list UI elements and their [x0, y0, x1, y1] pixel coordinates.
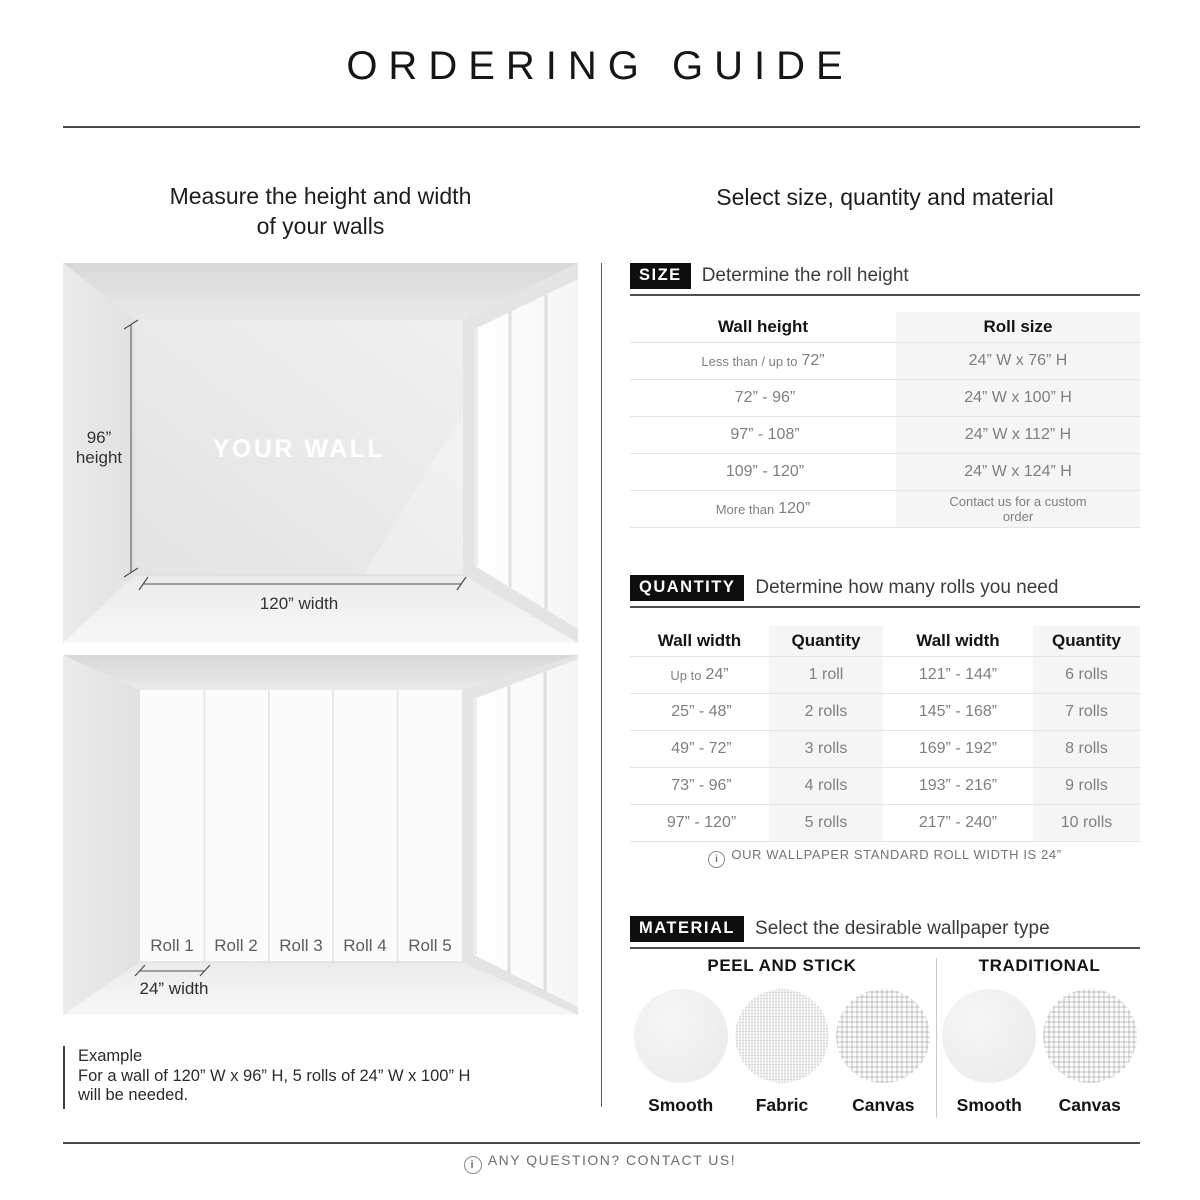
quantity-table-row [630, 731, 1140, 768]
canvas-texture-swatch [1043, 989, 1137, 1083]
example-line2: will be needed. [78, 1086, 189, 1104]
room-illustration-rolls [63, 655, 578, 1015]
wall-height-cell [630, 417, 896, 453]
left-section-heading [63, 181, 578, 241]
page-title: ORDERING GUIDE [346, 44, 854, 88]
footer-divider [63, 1142, 1140, 1144]
material-option-smooth [634, 989, 728, 1116]
quantity-header: Quantity [769, 626, 883, 656]
material-label: Fabric [755, 1095, 809, 1115]
canvas-texture-swatch [836, 989, 930, 1083]
fabric-texture-swatch [735, 989, 829, 1083]
cell-value: 97” - 108” [730, 426, 800, 443]
quantity-table [630, 626, 1140, 842]
quantity-badge: QUANTITY [630, 575, 744, 601]
cell-prefix: Less than / up to [701, 353, 798, 369]
quantity-cell: 2 rolls [769, 694, 883, 730]
quantity-subtitle: Determine how many rolls you need [755, 577, 1059, 598]
cell-value: 72” [801, 352, 825, 369]
smooth-texture-swatch [634, 989, 728, 1083]
quantity-table-row [630, 805, 1140, 842]
cell-prefix: Up to [670, 667, 702, 683]
quantity-section-header [630, 575, 1140, 608]
material-option-fabric [735, 989, 829, 1116]
cell-prefix: More than [715, 501, 775, 517]
right-section-heading: Select size, quantity and material [716, 184, 1054, 210]
roll-width-note [630, 847, 1140, 868]
wall-width-cell: 169” - 192” [918, 740, 998, 757]
quantity-cell: 1 roll [769, 657, 883, 693]
footer-contact-text: ANY QUESTION? CONTACT US! [487, 1152, 737, 1168]
size-table-row [630, 343, 1140, 380]
roll-size-cell: 24” W x 124” H [896, 454, 1140, 490]
material-option-canvas [836, 989, 930, 1116]
wall-width-cell: 145” - 168” [918, 703, 998, 720]
left-heading-line1: Measure the height and width [169, 183, 472, 209]
wall-width-cell [630, 731, 769, 767]
roll-width-note-text: OUR WALLPAPER STANDARD ROLL WIDTH IS 24” [731, 847, 1062, 862]
quantity-table-row [630, 657, 1140, 694]
peel-and-stick-group [630, 956, 934, 1118]
size-table-row [630, 491, 1140, 528]
material-label: Smooth [956, 1095, 1022, 1115]
left-heading-line2: of your walls [256, 213, 385, 239]
roll-size-header: Roll size [896, 312, 1140, 342]
wall-width-cell: 193” - 216” [918, 777, 998, 794]
material-section-header [630, 916, 1140, 949]
quantity-cell: 6 rolls [1033, 657, 1140, 693]
quantity-cell: 4 rolls [769, 768, 883, 804]
quantity-header: Quantity [1033, 626, 1140, 656]
wall-width-cell [630, 694, 769, 730]
wall-width-header: Wall width [657, 631, 742, 650]
size-table-row [630, 454, 1140, 491]
contact-custom-order-text: Contact us for a custom order [949, 494, 1087, 524]
roll-3-label: Roll 3 [279, 936, 323, 955]
wall-height-header: Wall height [717, 317, 809, 336]
size-table [630, 312, 1140, 528]
material-badge: MATERIAL [630, 916, 744, 942]
material-label: Canvas [852, 1095, 915, 1115]
cell-value: 72” - 96” [734, 389, 796, 406]
wall-height-cell [630, 380, 896, 416]
wall-width-header: Wall width [916, 631, 1000, 650]
roll-size-cell: 24” W x 76” H [896, 343, 1140, 379]
roll-width-dimension-label: 24” width [139, 979, 209, 998]
roll-2-label: Roll 2 [214, 936, 258, 955]
cell-value: 109” - 120” [725, 463, 805, 480]
smooth-texture-swatch [942, 989, 1036, 1083]
wall-height-cell [630, 343, 896, 379]
size-table-header-row [630, 312, 1140, 343]
material-group-divider [936, 958, 937, 1118]
material-label: Smooth [648, 1095, 714, 1115]
quantity-cell: 3 rolls [769, 731, 883, 767]
quantity-cell: 10 rolls [1033, 805, 1140, 841]
height-dimension-label [63, 428, 135, 468]
quantity-cell: 8 rolls [1033, 731, 1140, 767]
material-options [630, 956, 1140, 1118]
roll-size-cell: 24” W x 112” H [896, 417, 1140, 453]
size-table-row [630, 417, 1140, 454]
peel-and-stick-swatches [630, 989, 934, 1116]
roll-4-label: Roll 4 [343, 936, 387, 955]
example-line1: For a wall of 120” W x 96” H, 5 rolls of 24” W x 100” H [78, 1066, 471, 1085]
cell-value: 24” [705, 666, 729, 683]
size-section-header [630, 263, 1140, 296]
material-option-canvas [1043, 989, 1137, 1116]
wall-width-cell: 121” - 144” [918, 666, 998, 683]
room-3d-render-rolls [63, 655, 578, 1015]
example-note [63, 1046, 558, 1109]
column-divider [601, 263, 602, 1107]
info-icon: i [464, 1156, 482, 1174]
cell-value: 25” - 48” [671, 703, 732, 720]
cell-value: 49” - 72” [671, 740, 732, 757]
wall-width-cell [630, 657, 769, 693]
size-table-row [630, 380, 1140, 417]
roll-1-label: Roll 1 [150, 936, 194, 955]
material-option-smooth [942, 989, 1036, 1116]
info-icon: i [708, 851, 725, 868]
quantity-table-header-row [630, 626, 1140, 657]
quantity-cell: 7 rolls [1033, 694, 1140, 730]
room-illustration-measure [63, 263, 578, 643]
quantity-table-row [630, 694, 1140, 731]
wall-width-cell: 217” - 240” [918, 814, 998, 831]
quantity-cell: 9 rolls [1033, 768, 1140, 804]
material-label: Canvas [1058, 1095, 1121, 1115]
quantity-cell: 5 rolls [769, 805, 883, 841]
roll-size-cell: 24” W x 100” H [896, 380, 1140, 416]
example-title: Example [78, 1047, 143, 1065]
height-value: 96” [86, 428, 112, 447]
title-divider [63, 126, 1140, 128]
material-subtitle: Select the desirable wallpaper type [755, 918, 1050, 939]
wall-width-cell [630, 805, 769, 841]
traditional-swatches [939, 989, 1140, 1116]
traditional-title: TRADITIONAL [978, 956, 1101, 975]
roll-5-label: Roll 5 [408, 936, 452, 955]
size-badge: SIZE [630, 263, 691, 289]
cell-value: 120” [778, 500, 811, 517]
cell-value: 73” - 96” [671, 777, 732, 794]
peel-and-stick-title: PEEL AND STICK [707, 956, 857, 975]
height-word: height [75, 448, 123, 467]
wall-height-cell [630, 491, 896, 527]
wall-width-cell [630, 768, 769, 804]
width-dimension-label: 120” width [259, 594, 339, 613]
wall-height-cell [630, 454, 896, 490]
traditional-group [939, 956, 1140, 1118]
your-wall-label: YOUR WALL [212, 435, 386, 463]
size-subtitle: Determine the roll height [701, 265, 909, 286]
roll-size-cell [896, 491, 1140, 527]
quantity-table-row [630, 768, 1140, 805]
footer-contact-note [0, 1152, 1200, 1174]
cell-value: 97” - 120” [666, 814, 737, 831]
